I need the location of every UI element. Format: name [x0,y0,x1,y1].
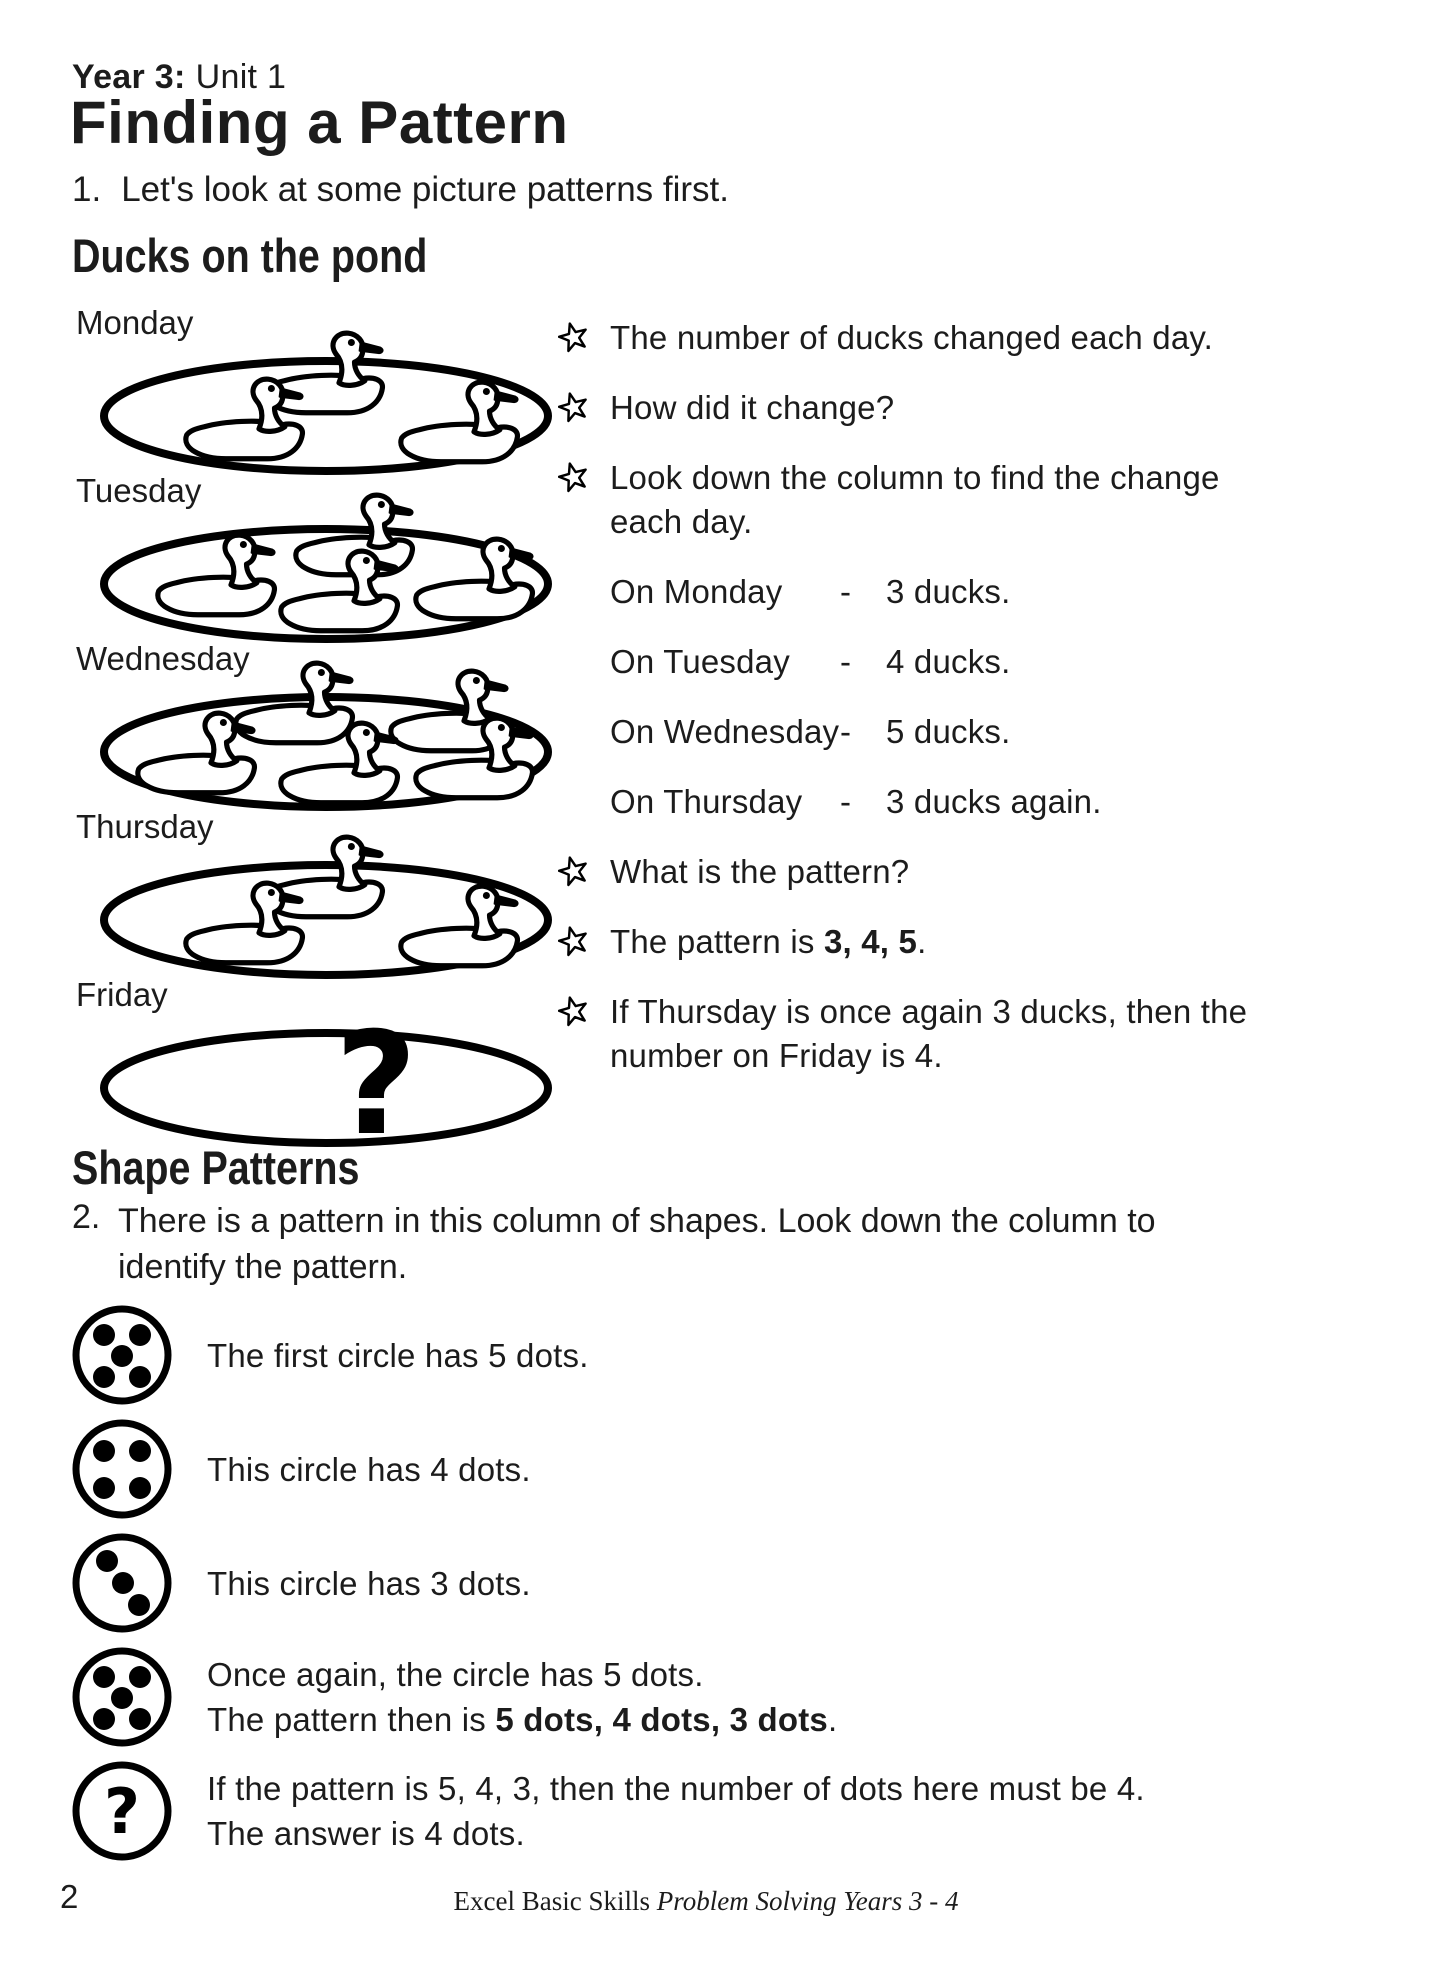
note-text [610,316,1213,360]
pond-tuesday [76,489,566,639]
star-bullet-icon [558,456,610,544]
shape-line-segment: This circle has 4 dots. [207,1450,531,1488]
day-count-row [610,570,1438,614]
shape-pattern-column [70,1303,1410,1873]
dot [129,1440,151,1462]
dot [93,1324,115,1346]
shapes-item [72,1198,1156,1290]
note-line [610,850,909,894]
pond-column [76,303,576,1167]
shape-row [70,1417,1410,1521]
star-bullet-icon [558,990,610,1078]
dot [93,1708,115,1730]
shape-text [207,1333,589,1378]
shape-row [70,1645,1410,1749]
intro-item [72,170,729,210]
star-bullet-icon [558,386,610,430]
question-mark: ? [104,1775,140,1848]
star-icon [558,996,589,1027]
shape-line [207,1333,589,1378]
shape-line-segment: Once again, the circle has 5 dots. [207,1656,704,1693]
day-count-dash: - [840,643,852,680]
dot [129,1477,151,1499]
pond-row [76,807,576,975]
note-line-segment: number on Friday is 4. [610,1037,943,1074]
intro-item-number: 1. [72,170,102,209]
pond-day-label: Friday [76,976,168,1013]
note-text [610,386,894,430]
note-line [610,316,1213,360]
note-line-segment: What is the pattern? [610,853,910,890]
shape-line-segment: The answer is 4 dots. [207,1815,525,1852]
note-line-segment: How did it change? [610,389,895,426]
dot [129,1324,151,1346]
note-bullet [558,386,1438,430]
dot [96,1550,118,1572]
shape-text [207,1561,531,1606]
shapes-section-heading: Shape Patterns [72,1141,360,1194]
circle-4-dots [70,1417,174,1521]
note-line-segment: each day. [610,503,753,540]
circle-question [70,1759,174,1863]
shapes-item-number: 2. [72,1198,101,1236]
note-text [610,990,1247,1078]
note-line [610,990,1247,1034]
dot [129,1366,151,1388]
note-line [610,920,926,964]
unit-label: Unit 1 [195,58,287,96]
shape-text [207,1447,531,1492]
day-count-label: On Tuesday [610,643,790,680]
shape-row [70,1531,1410,1635]
note-bullet [558,456,1438,544]
note-line-segment: If Thursday is once again 3 ducks, then the [610,993,1248,1030]
shape-line [207,1697,837,1742]
day-count-label: On Wednesday [610,713,840,750]
shape-line-segment: . [827,1701,838,1738]
note-line-segment: The number of ducks changed each day. [610,319,1213,356]
pond-row [76,471,576,639]
pond-day-label: Wednesday [76,640,250,677]
pond-monday [76,321,566,471]
pond-day-label: Thursday [76,808,214,845]
star-icon [558,462,589,493]
note-line-segment: 3, 4, 5 [823,923,918,960]
dot [128,1594,150,1616]
dot [111,1345,133,1367]
shape-line [207,1811,1145,1856]
shape-text [207,1652,837,1742]
day-count-row [610,780,1438,824]
note-line [610,386,894,430]
dot [129,1666,151,1688]
note-bullet [558,850,1438,894]
shape-line-segment: 5 dots, 4 dots, 3 dots [495,1701,828,1738]
note-line [610,1034,1247,1078]
note-bullet [558,316,1438,360]
star-bullet-icon [558,850,610,894]
circle-5-dots [70,1645,174,1749]
shape-line-segment: The pattern then is [207,1701,496,1738]
day-count-value: 4 ducks. [886,643,1011,680]
note-line-segment: The pattern is [610,923,824,960]
circle-5-dots [70,1303,174,1407]
pond-wednesday [76,657,566,807]
day-count-value: 3 ducks again. [886,783,1102,820]
day-count-row [610,640,1438,684]
circle-3-dots [70,1531,174,1635]
star-bullet-icon [558,920,610,964]
note-line [610,500,1220,544]
pond-friday [76,993,566,1167]
note-line-segment: . [917,923,927,960]
shapes-item-text [118,1198,1156,1290]
dot [112,1572,134,1594]
dot [111,1687,133,1709]
note-line-segment: Look down the column to find the change [610,459,1220,496]
day-count-value: 3 ducks. [886,573,1011,610]
page-number: 2 [60,1878,79,1915]
pond-row [76,975,576,1167]
dot [129,1708,151,1730]
notes-column [558,316,1438,1104]
shape-line [207,1561,531,1606]
footer-book-name: Excel Basic Skills [453,1886,657,1916]
dot [93,1666,115,1688]
shape-line-segment: The first circle has 5 dots. [207,1336,589,1374]
shapes-item-line: There is a pattern in this column of shapes. Look down the column to [118,1202,1156,1240]
pond-day-label: Monday [76,304,194,341]
shape-line [207,1447,531,1492]
shape-row [70,1759,1410,1863]
day-count-label: On Monday [610,573,783,610]
star-icon [558,392,589,423]
day-count-row [610,710,1438,754]
note-text [610,920,926,964]
year-label: Year 3: [72,58,186,96]
shape-line-segment: If the pattern is 5, 4, 3, then the number of dots here must be 4. [207,1770,1145,1807]
day-count-dash: - [840,573,852,610]
page-title: Finding a Pattern [70,89,569,156]
dot [93,1440,115,1462]
footer-title [0,1886,1412,1917]
ducks-section-heading: Ducks on the pond [72,229,428,282]
day-count-dash: - [840,783,852,820]
day-count-label: On Thursday [610,783,803,820]
pond-day-label: Tuesday [76,472,202,509]
question-mark: ? [334,1002,418,1167]
shape-line [207,1766,1145,1811]
note-line [610,456,1220,500]
pond-thursday [76,825,566,975]
footer-series-name: Problem Solving Years 3 - 4 [656,1886,959,1916]
shape-line [207,1652,837,1697]
day-count-dash: - [840,713,852,750]
pond-row [76,303,576,471]
star-icon [558,926,589,957]
pond-row [76,639,576,807]
day-count-value: 5 ducks. [886,713,1011,750]
dot [93,1366,115,1388]
star-icon [558,322,589,353]
note-text [610,456,1220,544]
note-text [610,850,909,894]
star-icon [558,856,589,887]
note-bullet [558,920,1438,964]
intro-item-text: Let's look at some picture patterns first. [121,170,729,209]
shape-text [207,1766,1145,1856]
shape-line-segment: This circle has 3 dots. [207,1564,531,1602]
note-bullet [558,990,1438,1078]
shape-row [70,1303,1410,1407]
shapes-item-line: identify the pattern. [118,1248,408,1286]
dot [93,1477,115,1499]
star-bullet-icon [558,316,610,360]
